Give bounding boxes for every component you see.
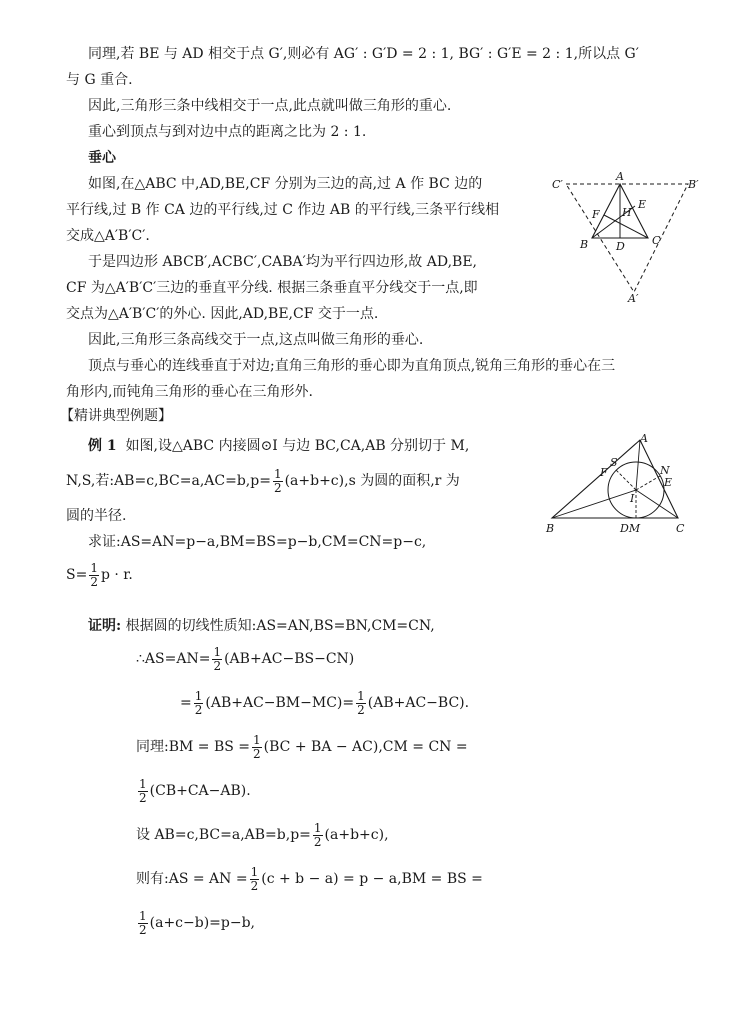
fig1-label-a: A <box>616 170 624 183</box>
proof-line-4-a: 同理:BM = BS = <box>136 739 251 755</box>
example-line-3: 圆的半径. <box>66 508 127 524</box>
fig1-label-d: D <box>616 240 625 253</box>
fig2-label-f: F <box>600 466 608 479</box>
proof-line-8 <box>136 908 255 938</box>
centroid-line-1: 同理,若 BE 与 AD 相交于点 G′,则必有 AG′ : G′D = 2 : 1, BG′ : G′E = 2 : 1,所以点 G′ <box>88 46 639 62</box>
fraction-half: $\frac{1}{2}$ <box>139 908 147 937</box>
fig2-label-b: B <box>546 522 555 535</box>
example-line-5 <box>66 560 133 590</box>
orthocenter-p4-line-1: 顶点与垂心的连线垂直于对边;直角三角形的垂心即为直角顶点,锐角三角形的垂心在三 <box>88 358 616 374</box>
proof-line-6-a: 设 AB=c,BC=a,AB=b,p= <box>136 827 311 843</box>
fraction-half: $\frac{1}{2}$ <box>90 560 98 589</box>
fig1-label-b: B <box>580 238 589 251</box>
fraction-half: $\frac{1}{2}$ <box>273 466 282 495</box>
incircle-figure <box>540 432 692 538</box>
proof-line-1-text: 根据圆的切线性质知:AS=AN,BS=BN,CM=CN, <box>125 618 435 634</box>
proof-line-6-b: (a+b+c), <box>324 827 389 843</box>
example-line-2-a: N,S,若:AB=c,BC=a,AC=b,p= <box>66 473 271 489</box>
fig1-label-e: E <box>638 198 647 211</box>
proof-label: 证明: <box>88 618 122 634</box>
proof-line-3-a: = <box>180 695 192 711</box>
fraction-half: $\frac{1}{2}$ <box>357 688 365 717</box>
fig1-label-f: F <box>592 208 600 221</box>
fig1-label-c-prime: C′ <box>552 178 563 191</box>
proof-line-2-a: ∴AS=AN= <box>136 651 211 667</box>
section-title: 【精讲典型例题】 <box>60 408 172 424</box>
example-line-1-text: 如图,设△ABC 内接圆⊙I 与边 BC,CA,AB 分别切于 M, <box>125 438 470 454</box>
fig2-label-s: S <box>610 456 618 469</box>
orthocenter-p1-line-1: 如图,在△ABC 中,AD,BE,CF 分别为三边的高,过 A 作 BC 边的 <box>88 176 483 192</box>
proof-line-6 <box>136 820 389 850</box>
orthocenter-heading: 垂心 <box>88 150 116 166</box>
proof-line-4 <box>136 732 468 762</box>
proof-line-3-b: (AB+AC−BM−MC)= <box>205 695 355 711</box>
example-line-2-b: (a+b+c),s 为圆的面积,r 为 <box>284 473 460 489</box>
fraction-half: $\frac{1}{2}$ <box>313 820 322 849</box>
orthocenter-p2-line-1: 于是四边形 ABCB′,ACBC′,CABA′均为平行四边形,故 AD,BE, <box>88 254 477 270</box>
orthocenter-p1-line-3: 交成△A′B′C′. <box>66 228 150 244</box>
proof-line-5-text: (CB+CA−AB). <box>149 783 251 799</box>
proof-line-5 <box>136 776 251 806</box>
centroid-line-3: 因此,三角形三条中线相交于一点,此点就叫做三角形的重心. <box>88 98 452 114</box>
orthocenter-p2-line-2: CF 为△A′B′C′三边的垂直平分线. 根据三条垂直平分线交于一点,即 <box>66 280 478 296</box>
example-line-2 <box>66 466 460 496</box>
orthocenter-p1-line-2: 平行线,过 B 作 CA 边的平行线,过 C 作边 AB 的平行线,三条平行线相 <box>66 202 500 218</box>
proof-line-4-b: (BC + BA − AC),CM = CN = <box>263 739 468 755</box>
fraction-half: $\frac{1}{2}$ <box>250 864 259 893</box>
fraction-half: $\frac{1}{2}$ <box>139 776 147 805</box>
orthocenter-figure <box>552 168 702 304</box>
example-label: 例 1 <box>88 438 117 454</box>
fraction-half: $\frac{1}{2}$ <box>213 644 222 673</box>
centroid-line-4: 重心到顶点与到对边中点的距离之比为 2 : 1. <box>88 124 367 140</box>
fraction-half: $\frac{1}{2}$ <box>253 732 261 761</box>
fig2-label-e: E <box>664 476 673 489</box>
fig2-label-dm: DM <box>620 522 641 535</box>
centroid-line-2: 与 G 重合. <box>66 72 133 88</box>
proof-line-3-c: (AB+AC−BC). <box>367 695 470 711</box>
proof-line-2 <box>136 644 354 674</box>
fraction-half: $\frac{1}{2}$ <box>194 688 203 717</box>
proof-line-2-b: (AB+AC−BS−CN) <box>224 651 355 667</box>
orthocenter-p3: 因此,三角形三条高线交于一点,这点叫做三角形的垂心. <box>88 332 424 348</box>
proof-line-7-b: (c + b − a) = p − a,BM = BS = <box>261 871 483 887</box>
proof-line-3 <box>180 688 469 718</box>
fig1-label-a-prime: A′ <box>628 292 639 304</box>
example-line-4: 求证:AS=AN=p−a,BM=BS=p−b,CM=CN=p−c, <box>88 534 427 550</box>
proof-line-7-a: 则有:AS = AN = <box>136 871 248 887</box>
fig2-label-i: I <box>630 492 635 505</box>
fig2-label-c: C <box>676 522 685 535</box>
proof-line-8-text: (a+c−b)=p−b, <box>149 915 256 931</box>
fig1-label-h: H <box>622 206 632 219</box>
proof-line-1 <box>88 616 435 636</box>
orthocenter-p4-line-2: 角形内,而钝角三角形的垂心在三角形外. <box>66 384 313 400</box>
fig1-label-c: C <box>652 234 661 247</box>
example-line-5-b: p · r. <box>100 567 133 583</box>
example-line-1 <box>88 436 469 456</box>
fig2-label-a: A <box>640 432 648 445</box>
fig2-label-n: N <box>660 464 670 477</box>
orthocenter-p2-line-3: 交点为△A′B′C′的外心. 因此,AD,BE,CF 交于一点. <box>66 306 379 322</box>
fig1-label-b-prime: B′ <box>688 178 699 191</box>
proof-line-7 <box>136 864 483 894</box>
example-line-5-a: S= <box>66 567 88 583</box>
